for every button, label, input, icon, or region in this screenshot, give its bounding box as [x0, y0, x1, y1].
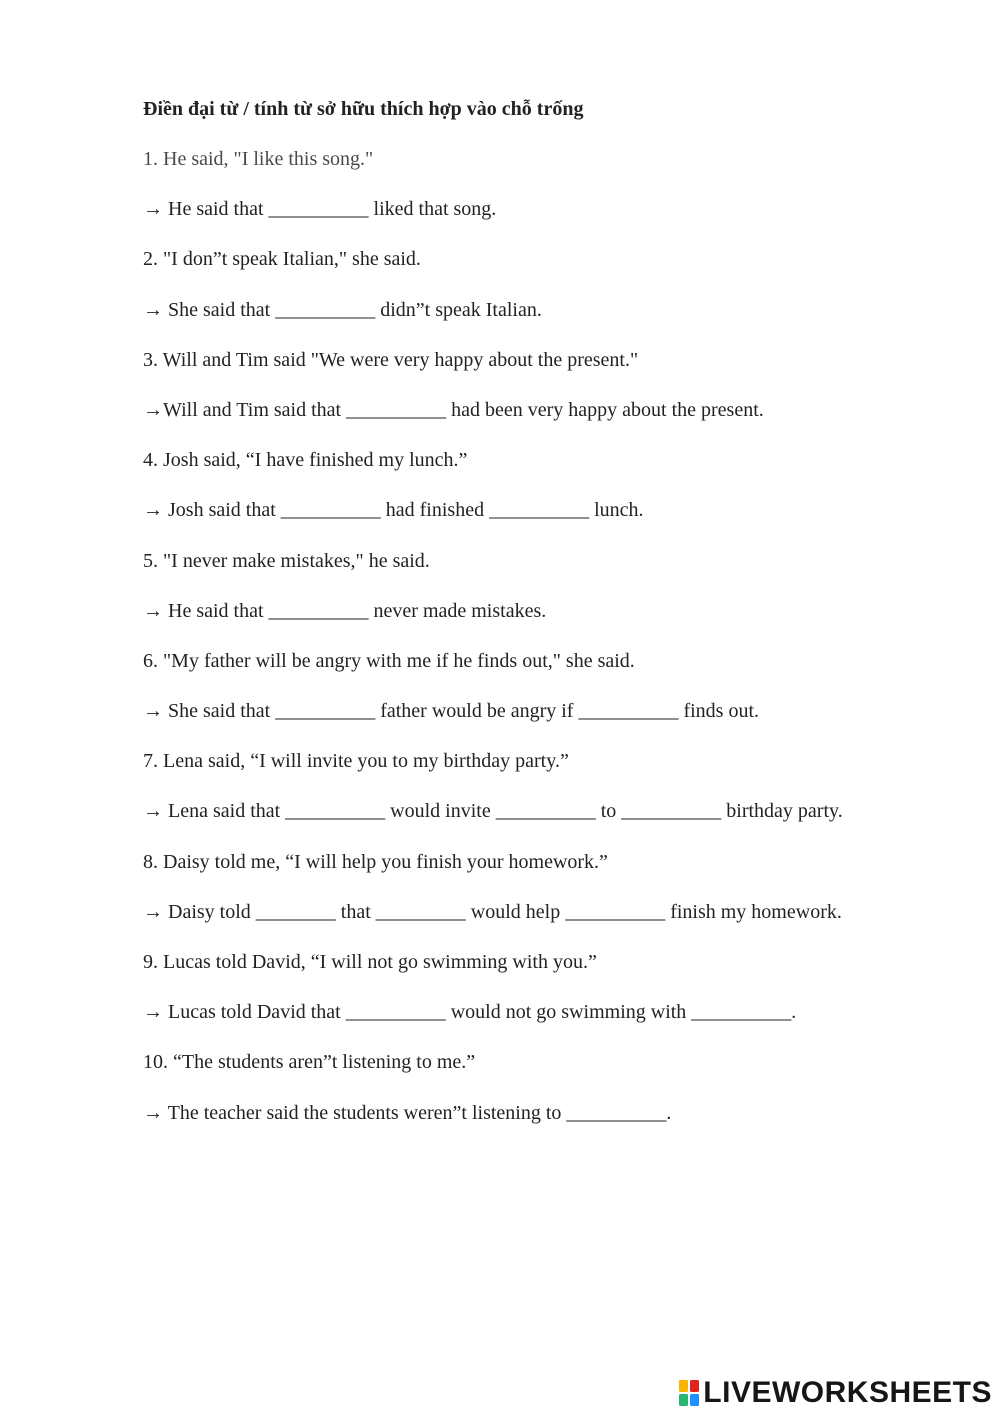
- answer-10: → The teacher said the students weren”t listening to __________.: [143, 1101, 672, 1124]
- answer-3: →Will and Tim said that __________ had been very happy about the present.: [143, 398, 764, 421]
- answer-8: → Daisy told ________ that _________ would help __________ finish my homework.: [143, 900, 842, 923]
- answer-6: → She said that __________ father would be angry if __________ finds out.: [143, 700, 760, 723]
- liveworksheets-logo: [678, 1376, 992, 1410]
- answer-5: → He said that __________ never made mistakes.: [143, 599, 547, 622]
- answer-4: → Josh said that __________ had finished __________ lunch.: [143, 499, 644, 522]
- question-6: 6. "My father will be angry with me if he finds out," she said.: [143, 649, 635, 672]
- question-2: 2. "I don”t speak Italian," she said.: [143, 248, 421, 271]
- answer-9: → Lucas told David that __________ would not go swimming with __________.: [143, 1001, 797, 1024]
- question-10: 10. “The students aren”t listening to me.”: [143, 1051, 476, 1074]
- answer-7: → Lena said that __________ would invite __________ to __________ birthday party.: [143, 800, 843, 823]
- question-7: 7. Lena said, “I will invite you to my birthday party.”: [143, 750, 569, 773]
- worksheet: [143, 96, 963, 1150]
- liveworksheets-brand-text: LIVEWORKSHEETS: [703, 1376, 992, 1409]
- answer-1: → He said that __________ liked that song.: [143, 198, 497, 221]
- worksheet-title: Điền đại từ / tính từ sở hữu thích hợp vào chỗ trống: [143, 98, 584, 120]
- liveworksheets-logo-icon: [678, 1379, 700, 1407]
- question-9: 9. Lucas told David, “I will not go swimming with you.”: [143, 951, 597, 973]
- question-1: 1. He said, "I like this song.": [143, 148, 374, 170]
- question-8: 8. Daisy told me, “I will help you finish your homework.”: [143, 850, 608, 873]
- answer-2: → She said that __________ didn”t speak Italian.: [143, 298, 542, 321]
- question-5: 5. "I never make mistakes," he said.: [143, 549, 430, 572]
- question-4: 4. Josh said, “I have finished my lunch.”: [143, 449, 468, 472]
- question-3: 3. Will and Tim said "We were very happy about the present.": [143, 348, 639, 371]
